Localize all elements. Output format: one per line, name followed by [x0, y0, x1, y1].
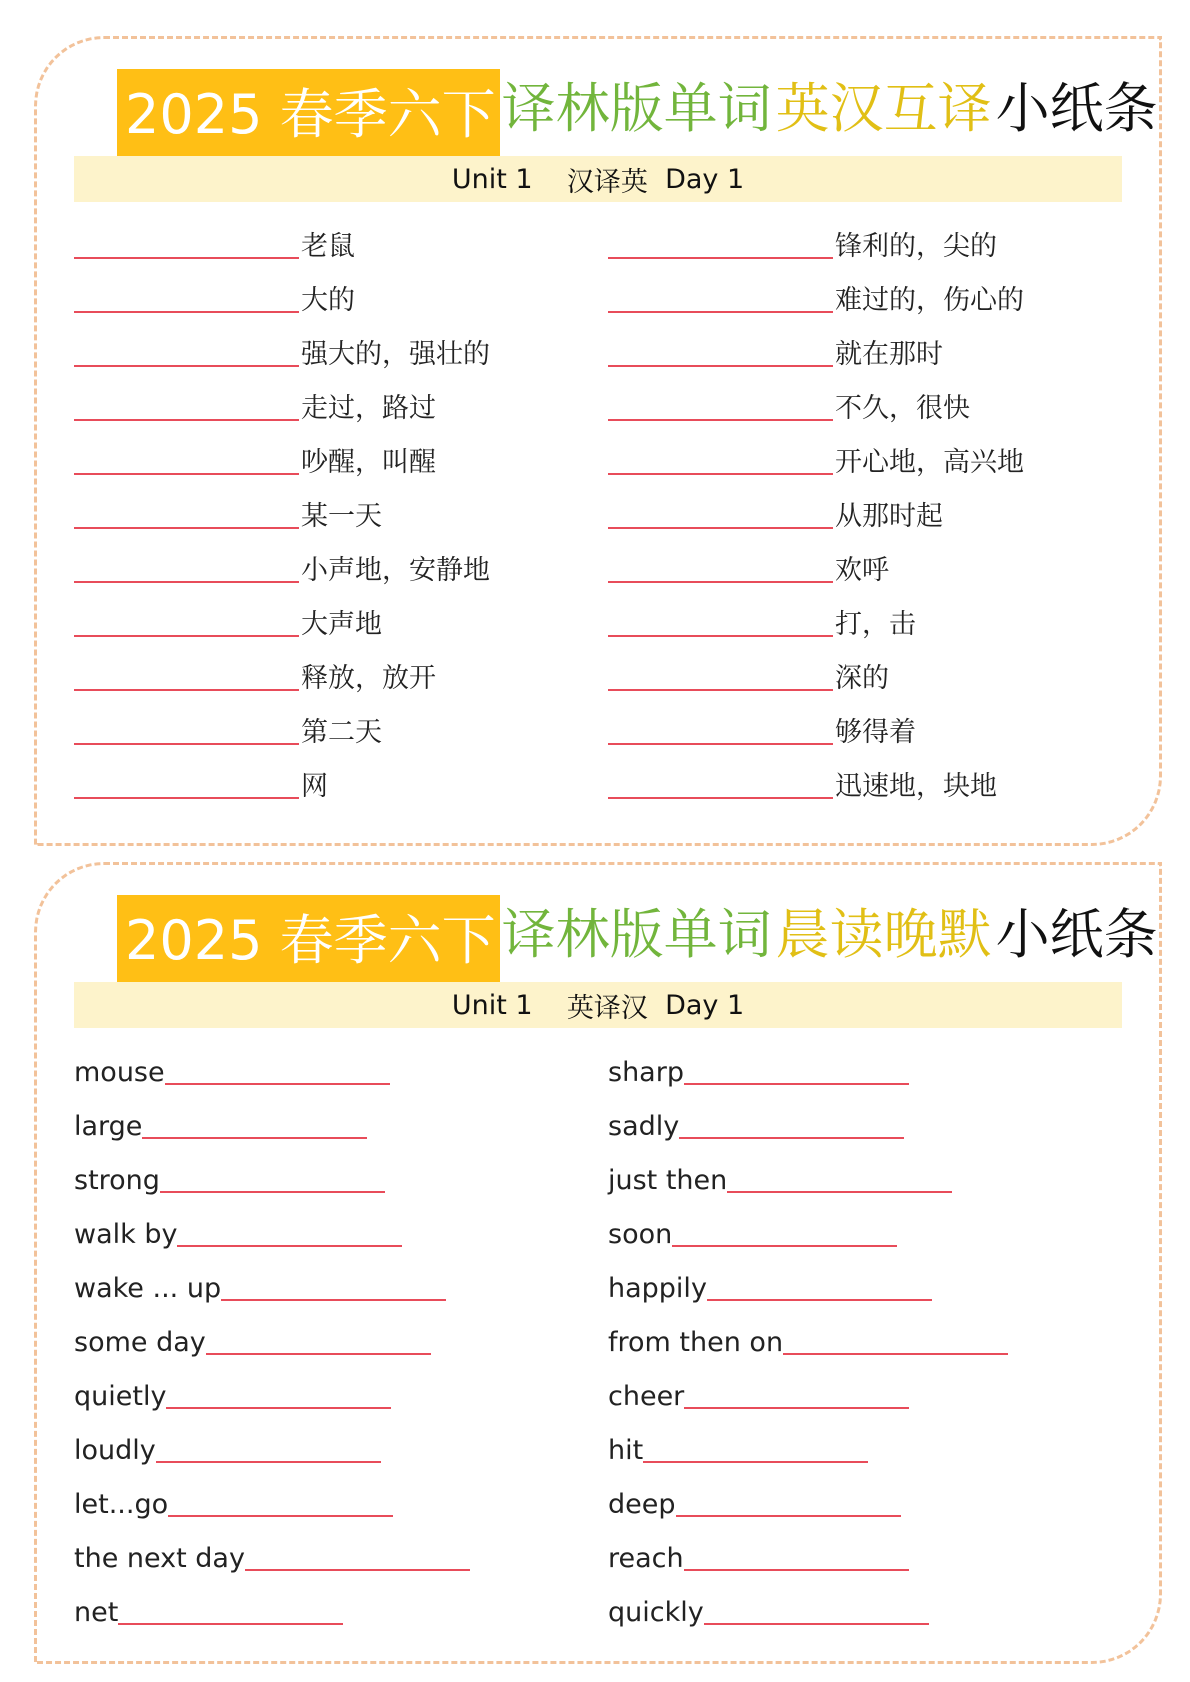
left-word-column	[74, 209, 574, 803]
word-row	[74, 317, 574, 371]
right-word-column	[608, 1035, 1108, 1629]
answer-blank[interactable]	[783, 1353, 1008, 1355]
left-word-column	[74, 1035, 574, 1629]
word-row	[74, 1143, 574, 1197]
answer-blank[interactable]	[206, 1353, 431, 1355]
answer-blank[interactable]	[74, 365, 299, 367]
word-row	[74, 533, 574, 587]
chinese-prompt: 强大的，强壮的	[301, 339, 490, 370]
english-prompt: cheer	[608, 1381, 685, 1412]
answer-blank[interactable]	[727, 1191, 952, 1193]
answer-blank[interactable]	[684, 1569, 909, 1571]
english-prompt: quickly	[608, 1597, 704, 1628]
answer-blank[interactable]	[676, 1515, 901, 1517]
english-prompt: reach	[608, 1543, 684, 1574]
word-row	[608, 1359, 1108, 1413]
title-year: 2025 春季六下	[117, 895, 500, 987]
banner-mode: 英译汉	[566, 992, 648, 1024]
banner-day: Day 1	[665, 163, 745, 195]
word-row	[74, 1575, 574, 1629]
word-row	[74, 1359, 574, 1413]
worksheet-title	[117, 895, 1160, 987]
chinese-prompt: 难过的，伤心的	[835, 285, 1024, 316]
answer-blank[interactable]	[74, 635, 299, 637]
worksheet-card-zh-to-en	[34, 36, 1162, 846]
title-suffix: 小纸条	[995, 903, 1158, 966]
word-row	[608, 1413, 1108, 1467]
title-suffix: 小纸条	[995, 77, 1158, 140]
word-row	[608, 1089, 1108, 1143]
english-prompt: from then on	[608, 1327, 784, 1358]
chinese-prompt: 小声地，安静地	[301, 555, 490, 586]
title-textbook: 译林版单词	[500, 69, 774, 161]
answer-blank[interactable]	[245, 1569, 470, 1571]
word-row	[608, 1197, 1108, 1251]
unit-banner	[74, 156, 1122, 202]
answer-blank[interactable]	[608, 257, 833, 259]
worksheet-card-en-to-zh	[34, 862, 1162, 1664]
english-prompt: let...go	[74, 1489, 169, 1520]
answer-blank[interactable]	[177, 1245, 402, 1247]
answer-blank[interactable]	[707, 1299, 932, 1301]
word-row	[608, 263, 1108, 317]
answer-blank[interactable]	[608, 797, 833, 799]
english-prompt: hit	[608, 1435, 644, 1466]
chinese-prompt: 第二天	[301, 717, 382, 748]
answer-blank[interactable]	[74, 797, 299, 799]
word-row	[608, 479, 1108, 533]
word-row	[74, 1251, 574, 1305]
word-row	[608, 317, 1108, 371]
title-mode: 英汉互译	[774, 69, 994, 161]
word-row	[608, 1467, 1108, 1521]
word-row	[74, 749, 574, 803]
word-row	[608, 371, 1108, 425]
answer-blank[interactable]	[608, 473, 833, 475]
chinese-prompt: 迅速地，块地	[835, 771, 997, 802]
answer-blank[interactable]	[74, 527, 299, 529]
word-row	[608, 425, 1108, 479]
english-prompt: soon	[608, 1219, 673, 1250]
chinese-prompt: 大声地	[301, 609, 382, 640]
english-prompt: net	[74, 1597, 119, 1628]
chinese-prompt: 开心地，高兴地	[835, 447, 1024, 478]
answer-blank[interactable]	[608, 527, 833, 529]
word-row	[74, 1467, 574, 1521]
answer-blank[interactable]	[74, 473, 299, 475]
word-row	[74, 425, 574, 479]
answer-blank[interactable]	[142, 1137, 367, 1139]
chinese-prompt: 吵醒，叫醒	[301, 447, 436, 478]
answer-blank[interactable]	[608, 689, 833, 691]
english-prompt: large	[74, 1111, 143, 1142]
title-textbook: 译林版单词	[500, 895, 774, 987]
chinese-prompt: 网	[301, 771, 328, 802]
answer-blank[interactable]	[160, 1191, 385, 1193]
answer-blank[interactable]	[608, 581, 833, 583]
chinese-prompt: 深的	[835, 663, 889, 694]
english-prompt: strong	[74, 1165, 160, 1196]
english-prompt: sadly	[608, 1111, 680, 1142]
answer-blank[interactable]	[168, 1515, 393, 1517]
english-prompt: wake ... up	[74, 1273, 222, 1304]
english-prompt: the next day	[74, 1543, 245, 1574]
answer-blank[interactable]	[156, 1461, 381, 1463]
answer-blank[interactable]	[608, 311, 833, 313]
answer-blank[interactable]	[74, 419, 299, 421]
english-prompt: happily	[608, 1273, 707, 1304]
chinese-prompt: 就在那时	[835, 339, 943, 370]
answer-blank[interactable]	[672, 1245, 897, 1247]
answer-blank[interactable]	[608, 365, 833, 367]
banner-day: Day 1	[665, 989, 745, 1021]
word-row	[608, 695, 1108, 749]
right-word-column	[608, 209, 1108, 803]
chinese-prompt: 大的	[301, 285, 355, 316]
english-prompt: quietly	[74, 1381, 167, 1412]
english-prompt: walk by	[74, 1219, 178, 1250]
word-row	[74, 695, 574, 749]
word-row	[74, 641, 574, 695]
word-row	[74, 209, 574, 263]
word-row	[608, 1143, 1108, 1197]
english-prompt: loudly	[74, 1435, 156, 1466]
chinese-prompt: 够得着	[835, 717, 916, 748]
answer-blank[interactable]	[165, 1083, 390, 1085]
chinese-prompt: 不久，很快	[835, 393, 970, 424]
answer-blank[interactable]	[74, 689, 299, 691]
chinese-prompt: 打，击	[835, 609, 916, 640]
word-row	[74, 1305, 574, 1359]
word-row	[608, 1251, 1108, 1305]
answer-blank[interactable]	[608, 635, 833, 637]
word-row	[74, 371, 574, 425]
answer-blank[interactable]	[221, 1299, 446, 1301]
answer-blank[interactable]	[704, 1623, 929, 1625]
answer-blank[interactable]	[684, 1407, 909, 1409]
banner-unit: Unit 1	[451, 163, 533, 195]
answer-blank[interactable]	[74, 743, 299, 745]
answer-blank[interactable]	[74, 581, 299, 583]
word-row	[74, 1521, 574, 1575]
answer-blank[interactable]	[608, 419, 833, 421]
chinese-prompt: 走过，路过	[301, 393, 436, 424]
word-row	[74, 1035, 574, 1089]
word-row	[608, 1575, 1108, 1629]
worksheet-title	[117, 69, 1160, 161]
english-prompt: deep	[608, 1489, 676, 1520]
unit-banner	[74, 982, 1122, 1028]
word-row	[608, 587, 1108, 641]
answer-blank[interactable]	[118, 1623, 343, 1625]
word-row	[74, 1197, 574, 1251]
answer-blank[interactable]	[608, 743, 833, 745]
answer-blank[interactable]	[74, 257, 299, 259]
answer-blank[interactable]	[643, 1461, 868, 1463]
word-row	[608, 533, 1108, 587]
title-mode: 晨读晚默	[774, 895, 994, 987]
english-prompt: sharp	[608, 1057, 684, 1088]
banner-unit: Unit 1	[451, 989, 533, 1021]
chinese-prompt: 从那时起	[835, 501, 943, 532]
banner-mode: 汉译英	[566, 166, 648, 198]
answer-blank[interactable]	[679, 1137, 904, 1139]
word-row	[608, 209, 1108, 263]
word-row	[608, 1035, 1108, 1089]
english-prompt: mouse	[74, 1057, 165, 1088]
answer-blank[interactable]	[74, 311, 299, 313]
word-row	[608, 1521, 1108, 1575]
word-row	[74, 1089, 574, 1143]
chinese-prompt: 某一天	[301, 501, 382, 532]
chinese-prompt: 锋利的，尖的	[835, 231, 997, 262]
word-row	[608, 749, 1108, 803]
chinese-prompt: 老鼠	[301, 231, 355, 262]
word-row	[74, 479, 574, 533]
english-prompt: some day	[74, 1327, 206, 1358]
word-row	[608, 641, 1108, 695]
word-row	[74, 263, 574, 317]
answer-blank[interactable]	[684, 1083, 909, 1085]
title-year: 2025 春季六下	[117, 69, 500, 161]
word-row	[74, 587, 574, 641]
word-row	[608, 1305, 1108, 1359]
word-row	[74, 1413, 574, 1467]
chinese-prompt: 欢呼	[835, 555, 889, 586]
chinese-prompt: 释放，放开	[301, 663, 436, 694]
answer-blank[interactable]	[166, 1407, 391, 1409]
english-prompt: just then	[608, 1165, 728, 1196]
